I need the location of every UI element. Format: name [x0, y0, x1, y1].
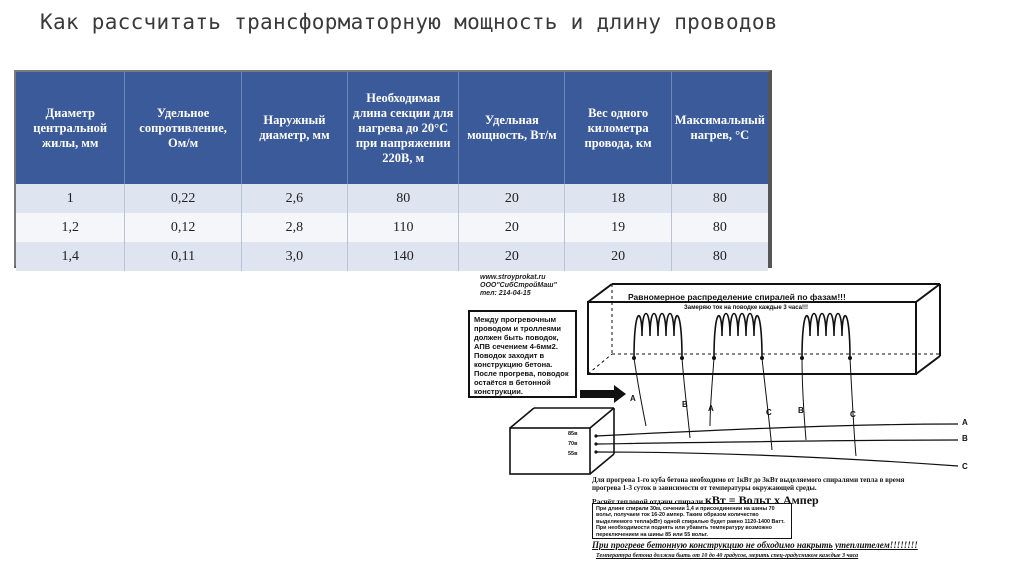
company-name: ООО"СибСтройМаш": [480, 282, 557, 289]
header-max-heat: Максимальный нагрев, °С: [671, 72, 768, 184]
table-header-row: [16, 72, 768, 184]
phase-label: C: [766, 408, 772, 417]
table-cell: 20: [459, 242, 565, 271]
heating-wiring-diagram: [466, 266, 1018, 566]
header-specific-power: Удельная мощность, Вт/м: [459, 72, 565, 184]
page-title: Как рассчитать трансформаторную мощность и длину проводов: [40, 10, 778, 34]
phase-label: B: [682, 400, 688, 409]
table-cell: 1,2: [16, 213, 125, 242]
table-cell: 20: [459, 184, 565, 213]
temperature-note: Температура бетона должна быть от 10 до 40 градусов, мерить спец-градусником каждые 3 часа: [596, 553, 859, 559]
voltage-label-55: 55в: [568, 451, 578, 457]
company-header: [480, 274, 557, 298]
table-cell: 80: [348, 184, 459, 213]
heat-requirement-text: Для прогрева 1-го куба бетона необходимо от 1кВт до 3кВт выделяемого спиралями тепла в время прогрева 1-3 суток в зависимости от температуры окружающей среды.: [592, 476, 905, 492]
box-title: Равномерное распределение спиралей по фазам!!!: [628, 292, 846, 302]
table-cell: 0,12: [125, 213, 241, 242]
calculation-example-box: При длине спирали 30м, сечении 1,4 и присоединении на шины 70 вольт, получаем ток 16-20 ампер. Таким образом количество выделяемого тепла(кВт) одной спиралью будет равно 1120-1400 Ватт. При необходимости поднять или убавить температуру возможно переключением на шины 85 или 55 вольт.: [592, 503, 792, 539]
table-cell: 80: [671, 184, 768, 213]
arrow-right-icon: [580, 385, 626, 403]
spec-table-frame: [14, 70, 772, 268]
table-cell: 19: [565, 213, 671, 242]
header-outer-diameter: Наружный диаметр, мм: [241, 72, 347, 184]
insulation-warning: При прогреве бетонную конструкцию не обходимо накрыть утеплителем!!!!!!!!: [592, 540, 918, 550]
table-cell: 2,6: [241, 184, 347, 213]
box-subtitle: Замеряю ток на поводке каждые 3 часа!!!: [684, 305, 808, 311]
table-cell: 20: [459, 213, 565, 242]
company-phone: тел: 214-04-15: [480, 290, 531, 297]
header-section-length: Необходимая длина секции для нагрева до 20°С при напряжении 220В, м: [348, 72, 459, 184]
bus-label-b: B: [962, 434, 968, 443]
bus-label-c: C: [962, 462, 968, 471]
table-cell: 0,22: [125, 184, 241, 213]
bus-label-a: A: [962, 418, 968, 427]
table-cell: 2,8: [241, 213, 347, 242]
table-cell: 1,4: [16, 242, 125, 271]
transformer-terminals: [594, 434, 597, 453]
phase-label: B: [798, 406, 804, 415]
table-cell: 140: [348, 242, 459, 271]
table-cell: 3,0: [241, 242, 347, 271]
table-cell: 80: [671, 242, 768, 271]
table-cell: 20: [565, 242, 671, 271]
coil-terminals: [632, 356, 852, 360]
table-row: [16, 184, 768, 213]
table-cell: 80: [671, 213, 768, 242]
table-row: [16, 213, 768, 242]
phase-label: A: [708, 404, 714, 413]
table-cell: 110: [348, 213, 459, 242]
header-resistance: Удельное сопротивление, Ом/м: [125, 72, 241, 184]
table-cell: 0,11: [125, 242, 241, 271]
header-weight: Вес одного километра провода, км: [565, 72, 671, 184]
header-core-diameter: Диаметр центральной жилы, мм: [16, 72, 125, 184]
table-cell: 18: [565, 184, 671, 213]
lead-wire-note: Между прогревочным проводом и троллеями должен быть поводок, АПВ сечением 4-6мм2. Поводок заходит в конструкцию бетона. После прогрева, поводок остаётся в бетонной конструкции.: [468, 310, 577, 398]
bus-lines: [596, 424, 958, 466]
phase-label: C: [850, 410, 856, 419]
transformer-box: [510, 408, 614, 474]
formula: кВт = Вольт х Ампер: [704, 493, 819, 507]
spec-table: [16, 72, 768, 271]
voltage-label-70: 70в: [568, 441, 578, 447]
phase-label: A: [630, 394, 636, 403]
voltage-label-85: 85в: [568, 431, 578, 437]
formula-prefix: Расчёт тепловой отдачи спирали: [592, 497, 704, 506]
company-site: www.stroyprokat.ru: [480, 274, 546, 281]
table-cell: 1: [16, 184, 125, 213]
heating-coils: [634, 314, 850, 359]
